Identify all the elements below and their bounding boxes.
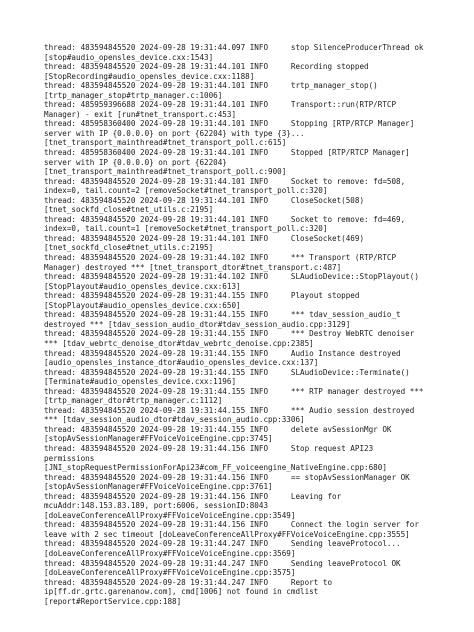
log-line: *** [tdav_session_audio_dtor#tdav_session_audio.cpp:3306]: [44, 415, 305, 425]
log-line: thread: 483594845520 2024-09-28 19:31:44.155 INFO *** RTP manager destroyed ***: [44, 386, 424, 396]
log-line: Manager) - exit [run#tnet_transport.c:453]: [44, 109, 237, 119]
log-line: thread: 483594845520 2024-09-28 19:31:44.101 INFO Recording stopped: [44, 62, 369, 72]
log-line: [StopRecording#audio_opensles_device.cxx:1188]: [44, 71, 255, 81]
log-line: [report#ReportService.cpp:188]: [44, 596, 182, 606]
log-line: thread: 483594845520 2024-09-28 19:31:44.247 INFO Sending leaveProtocol...: [44, 539, 401, 549]
log-line: thread: 483594845520 2024-09-28 19:31:44.156 INFO == stopAvSessionManager OK: [44, 472, 410, 482]
log-line: thread: 483594845520 2024-09-28 19:31:44.156 INFO Stop request API23: [44, 443, 374, 453]
log-line: [trtp_manager_stop#trtp_manager.c:1006]: [44, 90, 223, 100]
log-line: [stopAvSessionManager#FFVoiceVoiceEngine.cpp:3761]: [44, 482, 273, 492]
log-line: [doLeaveConferenceAllProxy#FFVoiceVoiceEngine.cpp:3575]: [44, 568, 296, 578]
log-line: permissions: [44, 453, 95, 463]
log-line: thread: 483594845520 2024-09-28 19:31:44.101 INFO CloseSocket(469): [44, 233, 365, 243]
log-line: thread: 483594845520 2024-09-28 19:31:44.156 INFO Connect the login server for: [44, 520, 419, 530]
log-line: thread: 483594845520 2024-09-28 19:31:44.155 INFO *** tdav_session_audio_t: [44, 310, 401, 320]
log-line: thread: 483594845520 2024-09-28 19:31:44.155 INFO delete avSessionMgr OK: [44, 424, 392, 434]
log-line: server with IP {0.0.0.0} on port {62204}: [44, 157, 227, 167]
log-line: leave with 2 sec timeout [doLeaveConferenceAllProxy#FFVoiceVoiceEngine.cpp:3555]: [44, 529, 410, 539]
log-text: [44, 43, 464, 606]
log-line: ip[ff.dr.grtc.garenanow.com], cmd[1006] not found in cmdlist: [44, 587, 319, 597]
log-line: thread: 483594845520 2024-09-28 19:31:44.102 INFO *** Transport (RTP/RTCP: [44, 253, 397, 263]
log-line: thread: 483594845520 2024-09-28 19:31:44.155 INFO SLAudioDevice::Terminate(): [44, 367, 410, 377]
log-line: thread: 483594845520 2024-09-28 19:31:44.101 INFO Socket to remove: fd=469,: [44, 214, 406, 224]
log-line: [doLeaveConferenceAllProxy#FFVoiceVoiceEngine.cpp:3569]: [44, 548, 296, 558]
log-line: thread: 483594845520 2024-09-28 19:31:44.247 INFO Sending leaveProtocol OK: [44, 558, 401, 568]
log-line: thread: 485959396688 2024-09-28 19:31:44.101 INFO Transport::run(RTP/RTCP: [44, 100, 397, 110]
log-line: thread: 483594845520 2024-09-28 19:31:44.247 INFO Report to: [44, 577, 333, 587]
log-line: [tnet_sockfd_close#tnet_utils.c:2195]: [44, 243, 214, 253]
log-line: thread: 483594845520 2024-09-28 19:31:44.102 INFO SLAudioDevice::StopPlayout(): [44, 272, 419, 282]
log-line: thread: 483594845520 2024-09-28 19:31:44.155 INFO Audio Instance destroyed: [44, 348, 401, 358]
log-line: [trtp_manager_dtor#trtp_manager.c:1112]: [44, 396, 223, 406]
log-line: *** [tdav_webrtc_denoise_dtor#tdav_webrtc_denoise.cpp:2385]: [44, 338, 314, 348]
log-line: server with IP {0.0.0.0} on port {62204} with type {3}...: [44, 128, 305, 138]
log-line: thread: 485958360400 2024-09-28 19:31:44.101 INFO Stopped [RTP/RTCP Manager]: [44, 148, 410, 158]
log-line: index=0, tail.count=1 [removeSocket#tnet_transport_poll.c:320]: [44, 224, 328, 234]
log-line: thread: 483594845520 2024-09-28 19:31:44.101 INFO trtp_manager_stop(): [44, 81, 378, 91]
log-line: destroyed *** [tdav_session_audio_dtor#tdav_session_audio.cpp:3129]: [44, 319, 351, 329]
log-line: thread: 485958360400 2024-09-28 19:31:44.101 INFO Stopping [RTP/RTCP Manager]: [44, 119, 415, 129]
log-line: [Terminate#audio_opensles_device.cxx:1196]: [44, 377, 237, 387]
log-line: [audio_opensles_instance_dtor#audio_opensles_device.cxx:137]: [44, 358, 319, 368]
log-line: thread: 483594845520 2024-09-28 19:31:44.156 INFO Leaving for: [44, 491, 342, 501]
log-line: [stop#audio_opensles_device.cxx:1543]: [44, 52, 214, 62]
log-line: index=0, tail.count=2 [removeSocket#tnet_transport_poll.c:320]: [44, 186, 328, 196]
log-line: [tnet_transport_mainthread#tnet_transport_poll.c:900]: [44, 167, 287, 177]
log-line: thread: 483594845520 2024-09-28 19:31:44.155 INFO *** Destroy WebRTC denoiser: [44, 329, 415, 339]
log-line: thread: 483594845520 2024-09-28 19:31:44.101 INFO CloseSocket(508): [44, 195, 365, 205]
log-line: [StopPlayout#audio_opensles_device.cxx:613]: [44, 281, 241, 291]
log-line: thread: 483594845520 2024-09-28 19:31:44.155 INFO *** Audio session destroyed: [44, 405, 415, 415]
log-line: [stopAvSessionManager#FFVoiceVoiceEngine.cpp:3745]: [44, 434, 273, 444]
log-line: mcuAddr:148.153.83.189, port:6006, sessionID:8043: [44, 501, 269, 511]
log-line: [tnet_transport_mainthread#tnet_transport_poll.c:615]: [44, 138, 287, 148]
log-line: thread: 483594845520 2024-09-28 19:31:44.155 INFO Playout stopped: [44, 291, 360, 301]
log-line: [tnet_sockfd_close#tnet_utils.c:2195]: [44, 205, 214, 215]
log-line: [StopPlayout#audio_opensles_device.cxx:650]: [44, 300, 241, 310]
log-line: [doLeaveConferenceAllProxy#FFVoiceVoiceEngine.cpp:3549]: [44, 510, 296, 520]
log-line: thread: 483594845520 2024-09-28 19:31:44.097 INFO stop SilenceProducerThread ok: [44, 43, 424, 52]
log-line: thread: 483594845520 2024-09-28 19:31:44.101 INFO Socket to remove: fd=508,: [44, 176, 406, 186]
log-line: Manager) destroyed *** [tnet_transport_dtor#tnet_transport.c:487]: [44, 262, 342, 272]
log-line: [JNI_stopRequestPermissionForApi23#com_FF_voiceengine_NativeEngine.cpp:680]: [44, 463, 387, 473]
